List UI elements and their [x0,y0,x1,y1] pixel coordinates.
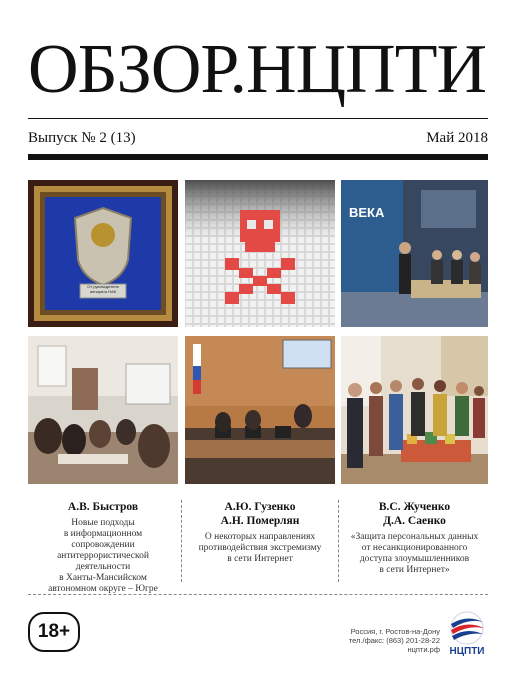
photo-exhibition-group [341,336,488,484]
issue-number: Выпуск № 2 (13) [28,130,136,146]
screen-text: ВЕКА [349,205,385,220]
masthead-title: ОБЗОР.НЦПТИ [28,31,487,108]
photo-conference-stage [341,180,488,327]
article-1-description: Новые подходы в информационном сопровождении антитеррористической деятельности в Ханты-Мансийском автономном округе – Югре [48,518,158,594]
article-2-description: О некоторых направлениях противодействия экстремизму в сети Интернет [198,532,322,564]
plaque-text: От руководителя аппарата НАК [87,284,119,294]
photo-classroom [28,336,178,484]
footer-divider [28,594,488,595]
photo-award-plaque [28,180,178,327]
top-rule [28,118,488,119]
article-3-description: «Защита персональных данных от несанкционированного доступа злоумышленников в сети Интернет» [350,532,479,575]
photo-skull-blocks [185,180,335,327]
footer-address: Россия, г. Ростов-на-Дону тел./факс: (863) 201-28-22 нцпти.рф [348,627,440,654]
age-rating-badge: 18+ [28,612,80,652]
column-divider [338,500,339,582]
article-1[interactable] [28,500,178,594]
article-2[interactable] [185,500,335,588]
photo-meeting-room [185,336,335,484]
issue-date: Май 2018 [426,130,488,146]
article-3[interactable] [341,500,488,588]
article-1-author: А.В. Быстров [67,501,139,513]
article-2-author-1: А.Ю. Гузенко [224,501,296,513]
article-3-author-1: В.С. Жученко [378,501,451,513]
header-bottom-rule [28,154,488,160]
issue-row [28,128,488,148]
article-2-author-2: А.Н. Померлян [220,515,300,527]
article-3-author-2: Д.А. Саенко [383,515,446,527]
column-divider [181,500,182,582]
logo-text: НЦПТИ [449,646,485,657]
